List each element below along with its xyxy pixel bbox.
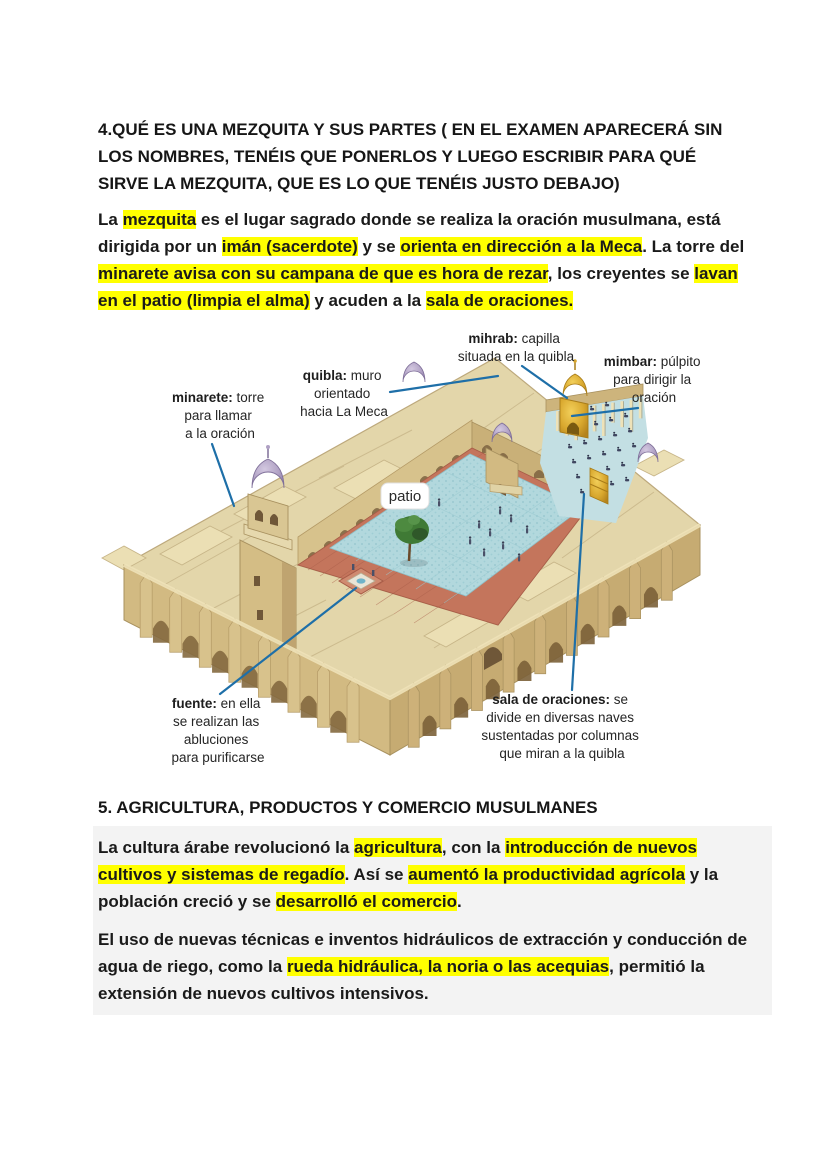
label-patio bbox=[381, 483, 429, 509]
section4-heading: 4.QUÉ ES UNA MEZQUITA Y SUS PARTES ( EN EL EXAMEN APARECERÁ SIN LOS NOMBRES, TENÉIS QUE PONERLOS Y LUEGO ESCRIBIR PARA QUÉ SIRVE LA MEZQUITA, QUE ES LO QUE TENÉIS JUSTO DEBAJO) bbox=[98, 120, 723, 193]
minarete-pointer bbox=[212, 444, 234, 506]
highlighted-text: agricultura bbox=[354, 838, 442, 857]
label-mihrab: mihrab: capilla situada en la quibla bbox=[457, 331, 575, 364]
section5-heading: 5. AGRICULTURA, PRODUCTOS Y COMERCIO MUSULMANES bbox=[98, 798, 598, 817]
highlighted-text: desarrolló el comercio bbox=[275, 892, 458, 911]
label-quibla: quibla: muro orientado hacia La Meca bbox=[300, 368, 388, 419]
highlighted-text: lavan en el patio (limpia el alma) bbox=[98, 264, 738, 310]
label-sala-de-oraciones: sala de oraciones: se divide en diversas naves sustentadas por columnas que miran a la quibla bbox=[481, 692, 639, 761]
label-minarete: minarete: torre para llamar a la oración bbox=[171, 390, 265, 441]
label-mimbar: mimbar: púlpito para dirigir la oración bbox=[603, 354, 701, 405]
highlighted-text: rueda hidráulica, la noria o las acequias bbox=[286, 957, 610, 976]
svg-text:patio: patio bbox=[388, 488, 422, 505]
mosque-figure bbox=[94, 318, 734, 778]
mosque-diagram bbox=[94, 318, 734, 778]
section4-paragraph: La mezquita es el lugar sagrado donde se realiza la oración musulmana, está dirigida por un imán (sacerdote) y se orienta en dirección a la Meca. La torre del minarete avisa con su campana de que es hora de rezar, los creyentes se lavan en el patio (limpia el alma) y acuden a la sala de oraciones. bbox=[98, 210, 745, 310]
highlighted-text: aumentó la productividad agrícola bbox=[408, 865, 686, 884]
highlighted-text: mezquita bbox=[122, 210, 197, 229]
highlighted-text: minarete avisa con su campana de que es hora de rezar bbox=[98, 264, 548, 283]
highlighted-text: imán (sacerdote) bbox=[221, 237, 358, 256]
section5-paragraph-1: La cultura árabe revolucionó la agricultura, con la introducción de nuevos cultivos y sistemas de regadío. Así se aumentó la productividad agrícola y la población creció y se desarrolló el comercio. bbox=[98, 838, 719, 911]
highlighted-text: introducción de nuevos cultivos y sistemas de regadío bbox=[98, 838, 697, 884]
highlighted-text: sala de oraciones. bbox=[425, 291, 574, 310]
label-fuente: fuente: en ella se realizan las abluciones para purificarse bbox=[171, 696, 265, 765]
highlighted-text: orienta en dirección a la Meca bbox=[400, 237, 643, 256]
section5-paragraph-2: El uso de nuevas técnicas e inventos hidráulicos de extracción y conducción de agua de riego, como la rueda hidráulica, la noria o las acequias, permitió la extensión de nuevos cultivos intensivos. bbox=[98, 930, 748, 1003]
